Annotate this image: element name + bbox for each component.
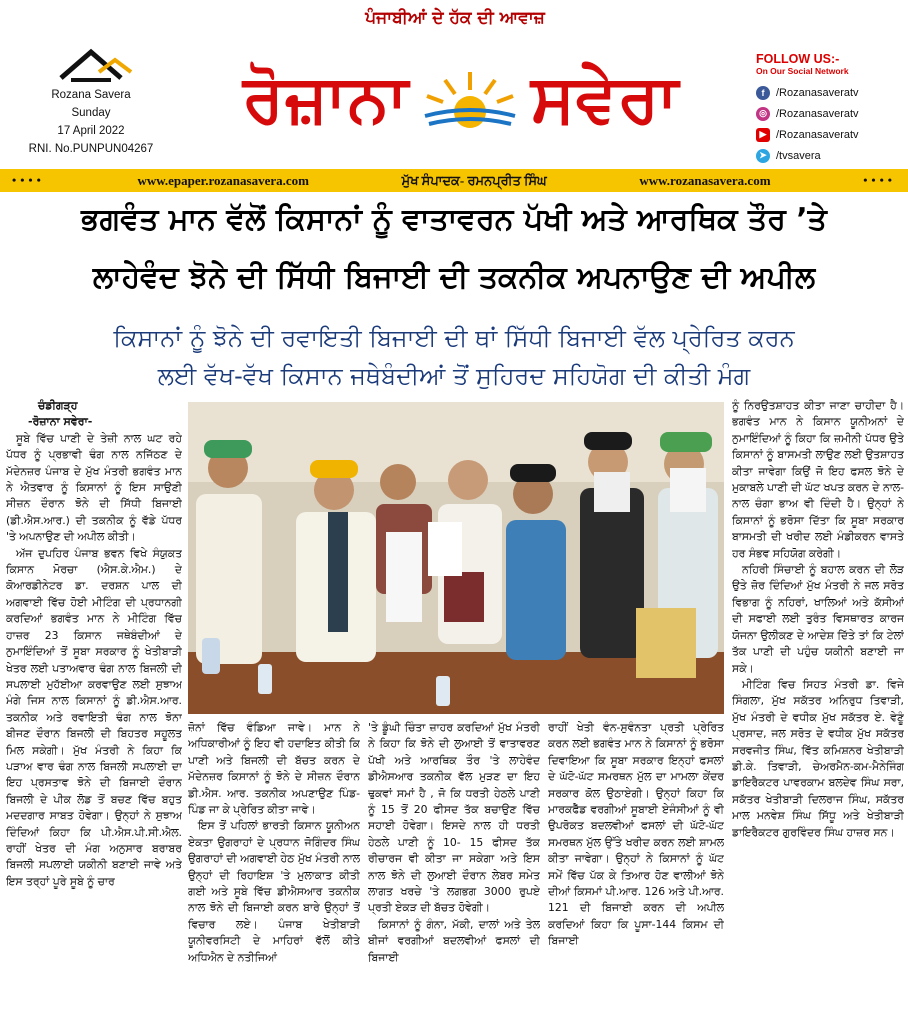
article-column-4: [548, 720, 724, 1022]
paragraph: ਕਿਸਾਨਾਂ ਨੂੰ ਗੰਨਾ, ਮੱਕੀ, ਦਾਲਾਂ ਅਤੇ ਤੇਲ ਬੀਜਾਂ ਵਰਗੀਆਂ ਬਦਲਵੀਆਂ ਫਸਲਾਂ ਦੀ ਬਿਜਾਈ: [368, 917, 540, 964]
social-handle: /Rozanasaveratv: [776, 128, 859, 141]
social-handle: /Rozanasaveratv: [776, 86, 859, 99]
social-facebook[interactable]: [756, 82, 906, 103]
facebook-icon: f: [756, 86, 770, 100]
tagline: ਪੰਜਾਬੀਆਂ ਦੇ ਹੱਕ ਦੀ ਆਵਾਜ਼: [365, 8, 545, 28]
logo-name: Rozana Savera: [51, 89, 131, 101]
house-logo-icon: [41, 44, 141, 84]
website-link[interactable]: www.rozanasavera.com: [639, 172, 771, 188]
brand-right: ਸਵੇਰਾ: [530, 59, 680, 137]
headline-line-2: ਲਾਹੇਵੰਦ ਝੋਨੇ ਦੀ ਸਿੱਧੀ ਬਿਜਾਈ ਦੀ ਤਕਨੀਕ ਅਪਨਾਉਣ ਦੀ ਅਪੀਲ: [92, 260, 816, 295]
article-column-5: [732, 398, 904, 1022]
epaper-link[interactable]: www.epaper.rozanasavera.com: [137, 172, 309, 188]
social-instagram[interactable]: [756, 103, 906, 124]
paragraph: 'ਤੇ ਡੂੰਘੀ ਚਿੰਤਾ ਜ਼ਾਹਰ ਕਰਦਿਆਂ ਮੁੱਖ ਮੰਤਰੀ ਨੇ ਕਿਹਾ ਕਿ ਝੋਨੇ ਦੀ ਲੁਆਈ ਤੋਂ ਵਾਤਾਵਰਣ ਪੱਖੀ ਅਤੇ ਆਰਥਿਕ ਤੌਰ 'ਤੇ ਲਾਹੇਵੰਦ ਡੀਐਸਆਰ ਤਕਨੀਕ ਵੱਲ ਮੁੜਣ ਦਾ ਇਹ ਢੁਕਵਾਂ ਸਮਾਂ ਹੈ , ਜੋ ਕਿ ਧਰਤੀ ਹੇਠਲੇ ਪਾਣੀ ਨੂੰ 15 ਤੋਂ 20 ਫੀਸਦ ਤੱਕ ਬਚਾਉਣ ਵਿੱਚ ਸਹਾਈ ਹੋਵੇਗਾ। ਇਸਦੇ ਨਾਲ ਹੀ ਧਰਤੀ ਹੇਠਲੇ ਪਾਣੀ ਨੂੰ 10- 15 ਫੀਸਦ ਤੱਕ ਰੀਚਾਰਜ ਵੀ ਕੀਤਾ ਜਾ ਸਕੇਗਾ ਅਤੇ ਇਸ ਨਾਲ ਝੋਨੇ ਦੀ ਲੁਆਈ ਦੌਰਾਨ ਲੇਬਰ ਸਮੇਤ ਲਾਗਤ ਖਰਚੇ 'ਤੇ ਲਗਭਗ 3000 ਰੁਪਏ ਪ੍ਰਤੀ ਏਕੜ ਦੀ ਬੱਚਤ ਹੋਵੇਗੀ।: [368, 721, 540, 915]
rni-number: RNI. No.PUNPUN04267: [28, 143, 154, 155]
headline-line-1: ਭਗਵੰਤ ਮਾਨ ਵੱਲੋਂ ਕਿਸਾਨਾਂ ਨੂੰ ਵਾਤਾਵਰਨ ਪੱਖੀ ਅਤੇ ਆਰਥਿਕ ਤੌਰ ’ਤੇ: [81, 202, 827, 237]
paragraph: ਜ਼ੋਨਾਂ ਵਿੱਚ ਵੰਡਿਆ ਜਾਵੇ। ਮਾਨ ਨੇ ਅਧਿਕਾਰੀਆਂ ਨੂੰ ਇਹ ਵੀ ਹਦਾਇਤ ਕੀਤੀ ਕਿ ਪਾਣੀ ਅਤੇ ਬਿਜਲੀ ਦੀ ਬੱਚਤ ਕਰਨ ਦੇ ਮੱਦੇਨਜ਼ਰ ਕਿਸਾਨਾਂ ਨੂੰ ਝੋਨੇ ਦੇ ਸੀਜ਼ਨ ਦੌਰਾਨ ਡੀ.ਐਸ. ਆਰ. ਤਕਨੀਕ ਅਪਣਾਉਣ ਪਿੰਡ-ਪਿੰਡ ਜਾ ਕੇ ਪ੍ਰੇਰਿਤ ਕੀਤਾ ਜਾਵੇ।: [188, 721, 360, 817]
dateline-city: ਚੰਡੀਗੜ੍ਹ: [38, 399, 78, 412]
brand-title: [176, 44, 746, 154]
social-handle: /tvsavera: [776, 149, 821, 162]
follow-subtitle: On Our Social Network: [756, 66, 849, 76]
strip-dots-right: ••••: [863, 173, 896, 187]
info-strip: [0, 169, 908, 192]
follow-title: FOLLOW US:-: [756, 52, 840, 66]
brand-left: ਰੋਜ਼ਾਨਾ: [242, 59, 409, 137]
sunrise-icon: [415, 64, 525, 134]
dateline-source: -ਰੋਜ਼ਾਨਾ ਸਵੇਰਾ-: [28, 415, 93, 429]
paragraph: ਨੂੰ ਨਿਰਉਤਸ਼ਾਹਤ ਕੀਤਾ ਜਾਣਾ ਚਾਹੀਦਾ ਹੈ। ਭਗਵੰਤ ਮਾਨ ਨੇ ਕਿਸਾਨ ਯੂਨੀਅਨਾਂ ਦੇ ਨੁਮਾਇੰਦਿਆਂ ਨੂੰ ਕਿਹਾ ਕਿ ਜ਼ਮੀਨੀ ਪੱਧਰ ਉਤੇ ਕਿਸਾਨਾਂ ਨੂੰ ਬਾਸਮਤੀ ਲਾਉਣ ਲਈ ਉਤਸ਼ਾਹਤ ਕੀਤਾ ਜਾਵੇਗਾ ਕਿਉਂ ਜੋ ਇਹ ਫਸਲ ਝੋਨੇ ਦੇ ਮੁਕਾਬਲੇ ਪਾਣੀ ਦੀ ਘੱਟ ਖਪਤ ਕਰਨ ਦੇ ਨਾਲ-ਨਾਲ ਚੰਗਾ ਭਾਅ ਵੀ ਦਿੰਦੀ ਹੈ। ਉਨ੍ਹਾਂ ਨੇ ਕਿਸਾਨਾਂ ਨੂੰ ਭਰੋਸਾ ਦਿੱਤਾ ਕਿ ਸੂਬਾ ਸਰਕਾਰ ਬਾਸਮਤੀ ਦੀ ਖਰੀਦ ਲਈ ਮੰਡੀਕਰਨ ਵਾਸਤੇ ਹਰ ਸੰਭਵ ਸਹਿਯੋਗ ਕਰੇਗੀ।: [732, 399, 904, 560]
issue-date: 17 April 2022: [57, 125, 125, 137]
issue-day: Sunday: [71, 107, 111, 119]
social-telegram[interactable]: [756, 145, 906, 166]
article-column-3: [368, 720, 540, 1022]
youtube-icon: ▶: [756, 128, 770, 142]
subheadline-line-1: ਕਿਸਾਨਾਂ ਨੂੰ ਝੋਨੇ ਦੀ ਰਵਾਇਤੀ ਬਿਜਾਈ ਦੀ ਥਾਂ ਸਿੱਧੀ ਬਿਜਾਈ ਵੱਲ ਪ੍ਰੇਰਿਤ ਕਰਨ: [113, 324, 795, 352]
paragraph: ਰਾਹੀਂ ਖੇਤੀ ਵੰਨ-ਸੁਵੰਨਤਾ ਪ੍ਰਤੀ ਪ੍ਰੇਰਿਤ ਕਰਨ ਲਈ ਭਗਵੰਤ ਮਾਨ ਨੇ ਕਿਸਾਨਾਂ ਨੂੰ ਭਰੋਸਾ ਦਿਵਾਇਆ ਕਿ ਸੂਬਾ ਸਰਕਾਰ ਇਨ੍ਹਾਂ ਫਸਲਾਂ ਦੇ ਘੱਟੋ-ਘੱਟ ਸਮਰਥਨ ਮੁੱਲ ਦਾ ਮਾਮਲਾ ਕੇਂਦਰ ਸਰਕਾਰ ਕੋਲ ਉਠਾਏਗੀ। ਉਨ੍ਹਾਂ ਕਿਹਾ ਕਿ ਮਾਰਕਫੈੱਡ ਵਰਗੀਆਂ ਸੂਬਾਈ ਏਜੰਸੀਆਂ ਨੂੰ ਵੀ ਉਪਰੋਕਤ ਬਦਲਵੀਆਂ ਫਸਲਾਂ ਦੀ ਘੱਟੋ-ਘੱਟ ਸਮਰਥਨ ਮੁੱਲ ਉੱਤੇ ਖਰੀਦ ਕਰਨ ਲਈ ਸ਼ਾਮਲ ਕੀਤਾ ਜਾਵੇਗਾ। ਉਨ੍ਹਾਂ ਨੇ ਕਿਸਾਨਾਂ ਨੂੰ ਘੱਟ ਸਮੇਂ ਵਿੱਚ ਪੱਕ ਕੇ ਤਿਆਰ ਹੋਣ ਵਾਲੀਆਂ ਝੋਨੇ ਦੀਆਂ ਕਿਸਮਾਂ ਪੀ.ਆਰ. 126 ਅਤੇ ਪੀ.ਆਰ. 121 ਦੀ ਬਿਜਾਈ ਕਰਨ ਦੀ ਅਪੀਲ ਕਰਦਿਆਂ ਕਿਹਾ ਕਿ ਪੂਸਾ-144 ਕਿਸਮ ਦੀ ਬਿਜਾਈ: [548, 721, 724, 948]
social-handle: /Rozanasaveratv: [776, 107, 859, 120]
meeting-photo-illustration: [188, 402, 724, 714]
article-column-2: [188, 720, 360, 1022]
social-youtube[interactable]: [756, 124, 906, 145]
news-photo: [188, 402, 724, 714]
telegram-icon: ➤: [756, 149, 770, 163]
paragraph: ਨਹਿਰੀ ਸਿੰਚਾਈ ਨੂੰ ਬਹਾਲ ਕਰਨ ਦੀ ਲੋੜ ਉਤੇ ਜ਼ੋਰ ਦਿੰਦਿਆਂ ਮੁੱਖ ਮੰਤਰੀ ਨੇ ਜਲ ਸਰੋਤ ਵਿਭਾਗ ਨੂੰ ਨਹਿਰਾਂ, ਖਾਲਿਆਂ ਅਤੇ ਕੱਸੀਆਂ ਦੀ ਸਫਾਈ ਲਈ ਤੁਰੰਤ ਵਿਸਥਾਰਤ ਕਾਰਜ ਯੋਜਨਾ ਉਲੀਕਣ ਦੇ ਆਦੇਸ਼ ਦਿੱਤੇ ਤਾਂ ਕਿ ਟੇਲਾਂ ਤੱਕ ਪਾਣੀ ਦੀ ਪਹੁੰਚ ਯਕੀਨੀ ਬਣਾਈ ਜਾ ਸਕੇ।: [732, 563, 904, 675]
logo-block: [16, 44, 166, 158]
follow-box: [756, 52, 906, 166]
strip-dots-left: ••••: [12, 173, 45, 187]
subheadline-line-2: ਲਈ ਵੱਖ-ਵੱਖ ਕਿਸਾਨ ਜਥੇਬੰਦੀਆਂ ਤੋਂ ਸੁਹਿਰਦ ਸਹਿਯੋਗ ਦੀ ਕੀਤੀ ਮੰਗ: [157, 362, 751, 390]
paragraph: ਇਸ ਤੋਂ ਪਹਿਲਾਂ ਭਾਰਤੀ ਕਿਸਾਨ ਯੂਨੀਅਨ ਏਕਤਾ ਉਗਰਾਹਾਂ ਦੇ ਪ੍ਰਧਾਨ ਜੋਗਿੰਦਰ ਸਿੰਘ ਉਗਰਾਹਾਂ ਦੀ ਅਗਵਾਈ ਹੇਠ ਮੁੱਖ ਮੰਤਰੀ ਨਾਲ ਉਨ੍ਹਾਂ ਦੀ ਰਿਹਾਇਸ਼ 'ਤੇ ਮੁਲਾਕਾਤ ਕੀਤੀ ਗਈ ਅਤੇ ਸੂਬੇ ਵਿੱਚ ਡੀਐਸਆਰ ਤਕਨੀਕ ਨਾਲ ਝੋਨੇ ਦੀ ਬਿਜਾਈ ਕਰਨ ਬਾਰੇ ਉਨ੍ਹਾਂ ਤੋਂ ਵਿਚਾਰ ਲਏ। ਪੰਜਾਬ ਖੇਤੀਬਾੜੀ ਯੂਨੀਵਰਸਿਟੀ ਦੇ ਮਾਹਿਰਾਂ ਵੱਲੋਂ ਕੀਤੇ ਅਧਿਐਨ ਦੇ ਨਤੀਜਿਆਂ: [188, 819, 360, 964]
chief-editor: ਮੁੱਖ ਸੰਪਾਦਕ- ਰਮਨਪ੍ਰੀਤ ਸਿੰਘ: [401, 172, 547, 188]
paragraph: ਅੱਜ ਦੁਪਹਿਰ ਪੰਜਾਬ ਭਵਨ ਵਿਖੇ ਸੰਯੁਕਤ ਕਿਸਾਨ ਮੋਰਚਾ (ਐਸ.ਕੇ.ਐਮ.) ਦੇ ਕੋਆਰਡੀਨੇਟਰ ਡਾ. ਦਰਸ਼ਨ ਪਾਲ ਦੀ ਅਗਵਾਈ ਵਿੱਚ ਹੋਈ ਮੀਟਿੰਗ ਦੀ ਪ੍ਰਧਾਨਗੀ ਕਰਦਿਆਂ ਭਗਵੰਤ ਮਾਨ ਨੇ ਮੀਟਿੰਗ ਵਿੱਚ ਹਾਜ਼ਰ 23 ਕਿਸਾਨ ਜਥੇਬੰਦੀਆਂ ਦੇ ਨੁਮਾਇੰਦਿਆਂ ਤੋਂ ਸੂਬਾ ਸਰਕਾਰ ਨੂੰ ਖੇਤੀਬਾੜੀ ਖੇਤਰ ਲਈ ਪਤਾਅਵਾਰ ਢੰਗ ਨਾਲ ਬਿਜਲੀ ਦੀ ਸਪਲਾਈ ਮੁਹੱਈਆ ਕਰਵਾਉਣ ਲਈ ਸੁਝਾਅ ਮੰਗੇ ਜਿਸ ਨਾਲ ਕਿਸਾਨਾਂ ਨੂੰ ਡੀ.ਐਸ.ਆਰ. ਤਕਨੀਕ ਅਤੇ ਰਵਾਇਤੀ ਢੰਗ ਨਾਲ ਝੋਨਾ ਬੀਜਣ ਦੌਰਾਨ ਬਿਜਲੀ ਦੀ ਬਿਹਤਰ ਸਹੂਲਤ ਮਿਲ ਸਕੇਗੀ। ਮੁੱਖ ਮੰਤਰੀ ਨੇ ਕਿਹਾ ਕਿ ਪੜਾਅ ਵਾਰ ਢੰਗ ਨਾਲ ਬਿਜਲੀ ਸਪਲਾਈ ਦਾ ਇਹ ਪ੍ਰਸਤਾਵ ਝੋਨੇ ਦੀ ਬਿਜਾਈ ਦੌਰਾਨ ਬਿਜਲੀ ਦੇ ਪੀਕ ਲੋਡ ਤੋਂ ਬਚਣ ਵਿੱਚ ਬਹੁਤ ਮਦਦਗਾਰ ਸਾਬਤ ਹੋਵੇਗਾ। ਉਨ੍ਹਾਂ ਨੇ ਸੁਝਾਅ ਦਿੰਦਿਆਂ ਕਿਹਾ ਕਿ ਪੀ.ਐਸ.ਪੀ.ਸੀ.ਐਲ. ਰਾਹੀਂ ਖੇਤਰ ਦੀ ਮੰਗ ਅਨੁਸਾਰ ਬਰਾਬਰ ਬਿਜਲੀ ਸਪਲਾਈ ਯਕੀਨੀ ਬਣਾਈ ਜਾਵੇ ਅਤੇ ਇਸ ਤਰ੍ਹਾਂ ਪੂਰੇ ਸੂਬੇ ਨੂੰ ਚਾਰ: [6, 546, 182, 888]
instagram-icon: ◎: [756, 107, 770, 121]
masthead: [0, 0, 908, 168]
paragraph: ਮੀਟਿੰਗ ਵਿਚ ਸਿਹਤ ਮੰਤਰੀ ਡਾ. ਵਿਜੇ ਸਿੰਗਲਾ, ਮੁੱਖ ਸਕੱਤਰ ਅਨਿਰੁਧ ਤਿਵਾੜੀ, ਮੁੱਖ ਮੰਤਰੀ ਦੇ ਵਧੀਕ ਮੁੱਖ ਸਕੱਤਰ ਏ. ਵੇਣੂੰ ਪ੍ਰਸਾਦ, ਜਲ ਸਰੋਤ ਦੇ ਵਧੀਕ ਮੁੱਖ ਸਕੱਤਰ ਸਰਵਜੀਤ ਸਿੰਘ, ਵਿੱਤ ਕਮਿਸ਼ਨਰ ਖੇਤੀਬਾੜੀ ਡੀ.ਕੇ. ਤਿਵਾੜੀ, ਚੇਅਰਮੈਨ-ਕਮ-ਮੈਨੇਜਿੰਗ ਡਾਇਰੈਕਟਰ ਪਾਵਰਕਾਮ ਬਲਦੇਵ ਸਿੰਘ ਸਰਾ, ਸਕੱਤਰ ਖੇਤੀਬਾੜੀ ਦਿਲਰਾਜ ਸਿੰਘ, ਸਕੱਤਰ ਮਾਲ ਮਨਵੇਸ਼ ਸਿੰਘ ਸਿੱਧੂ ਅਤੇ ਖੇਤੀਬਾੜੀ ਡਾਇਰੈਕਟਰ ਗੁਰਵਿੰਦਰ ਸਿੰਘ ਹਾਜ਼ਰ ਸਨ।: [732, 677, 904, 839]
paragraph: ਸੂਬੇ ਵਿੱਚ ਪਾਣੀ ਦੇ ਤੇਜ਼ੀ ਨਾਲ ਘਟ ਰਹੇ ਪੱਧਰ ਨੂੰ ਪ੍ਰਭਾਵੀ ਢੰਗ ਨਾਲ ਨਜਿੱਠਣ ਦੇ ਮੱਦੇਨਜ਼ਰ ਪੰਜਾਬ ਦੇ ਮੁੱਖ ਮੰਤਰੀ ਭਗਵੰਤ ਮਾਨ ਨੇ ਐਤਵਾਰ ਨੂੰ ਕਿਸਾਨਾਂ ਨੂੰ ਇਸ ਸਾਉਣੀ ਸੀਜ਼ਨ ਦੌਰਾਨ ਝੋਨੇ ਦੀ ਸਿੱਧੀ ਬਿਜਾਈ (ਡੀ.ਐਸ.ਆਰ.) ਦੀ ਤਕਨੀਕ ਨੂੰ ਵੱਡੇ ਪੱਧਰ 'ਤੇ ਅਪਨਾਉਣ ਦੀ ਅਪੀਲ ਕੀਤੀ।: [6, 431, 182, 544]
article-column-1: [6, 398, 182, 1022]
